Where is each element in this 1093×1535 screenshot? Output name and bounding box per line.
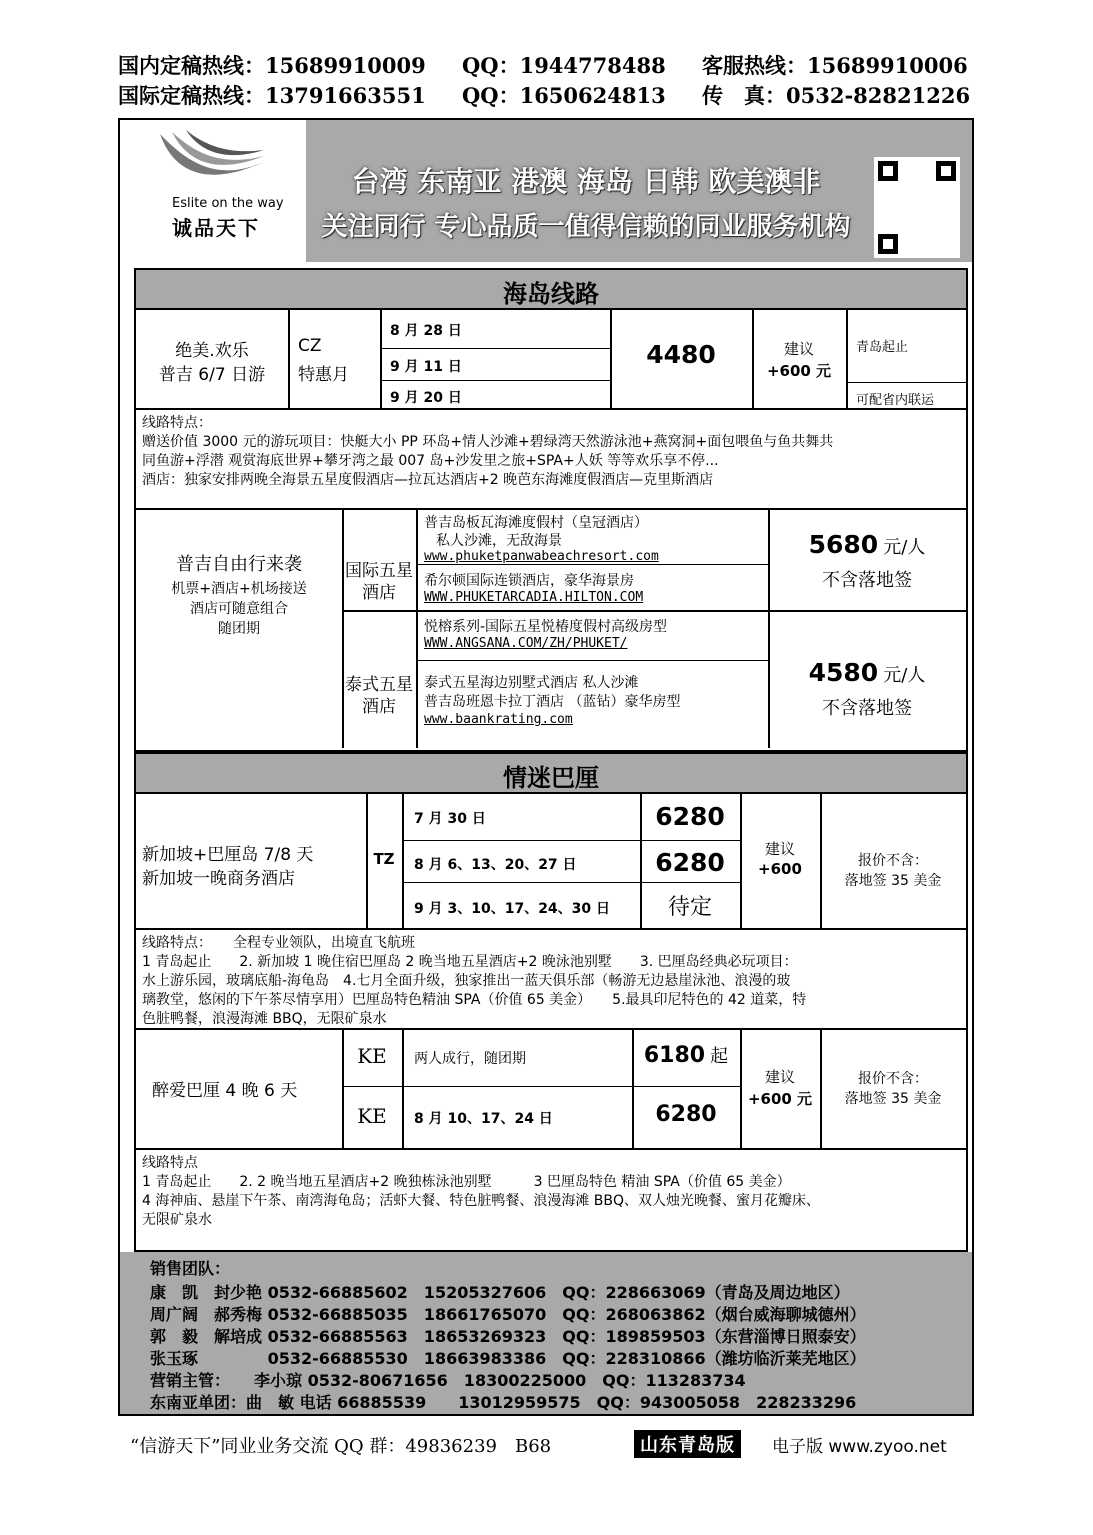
tour4-desc-1: 两人成行，随团期 (414, 1051, 526, 1067)
tour2-price-thai-row (768, 658, 966, 687)
qr-code-icon (874, 157, 960, 258)
tour4-name: 醉爱巴厘 4 晚 6 天 (152, 1081, 298, 1101)
tour2-sub-1: 机票+酒店+机场接送 (171, 581, 307, 597)
tour4-features (142, 1154, 962, 1230)
tour4-note-1: 报价不含： (858, 1071, 928, 1087)
hotline-service: 客服热线：15689910006 (702, 53, 968, 78)
hotline-header (0, 48, 1093, 112)
banner (306, 120, 972, 262)
tour3-suggest-value: +600 (758, 860, 802, 878)
logo-area (120, 120, 306, 262)
tour3-feature-line: 1 青岛起止 2. 新加坡 1 晚住宿巴厘岛 2 晚当地五星酒店+2 晚泳池别墅 3. 巴厘岛经典必玩项目： (142, 954, 798, 970)
tour4-airline-1: KE (357, 1044, 387, 1068)
tour4-feature-line: 1 青岛起止 2. 2 晚当地五星酒店+2 晚独栋泳池别墅 3 巴厘岛特色 精油 SPA（价值 65 美金） (142, 1174, 791, 1190)
tour1-feature-line: 同鱼游+浮潜 观赏海底世界+攀牙湾之最 007 岛+沙发里之旅+SPA+人妖 等等欢乐享不停... (142, 453, 719, 469)
tour4-feature-line: 线路特点 (142, 1155, 198, 1171)
sales-team (120, 1252, 972, 1414)
hotline-intl-qq: QQ：1650624813 (462, 83, 666, 108)
tour2-price-intl: 5680 (808, 530, 879, 559)
tour4-suggest-value: +600 元 (747, 1090, 813, 1108)
tour4-suggest-label: 建议 (764, 1068, 795, 1086)
section-title-bali: 情迷巴厘 (503, 764, 599, 792)
page-frame (118, 118, 974, 1416)
logo-chinese: 诚品天下 (172, 216, 260, 240)
section-header-island (136, 270, 966, 310)
tour2-name: 普吉自由行来袭 (176, 554, 302, 575)
tour3-features (142, 934, 962, 1029)
tour3-price-3: 待定 (667, 895, 712, 920)
tour1-feature-line: 酒店：独家安排两晚全海景五星度假酒店—拉瓦达酒店+2 晚芭东海滩度假酒店—克里斯酒店 (142, 472, 714, 488)
tour2-price-intl-row (768, 530, 966, 559)
tour4-price-suffix: 起 (710, 1046, 729, 1067)
footer (0, 1430, 1093, 1462)
tour2-category-intl: 国际五星酒店 (345, 561, 413, 603)
hotel-angsana: 悦榕系列-国际五星悦椿度假村高级房型 (424, 619, 668, 635)
tour1-airline-note: 特惠月 (298, 365, 349, 385)
section-title-island: 海岛线路 (503, 280, 599, 308)
tour3-date-2: 8 月 6、13、20、27 日 (414, 857, 577, 873)
tour3-suggest-label: 建议 (764, 840, 795, 858)
hotel-panwa-desc: 私人沙滩，无敌海景 (436, 533, 562, 549)
tour1-price: 4480 (646, 340, 716, 369)
tour3-name-line1: 新加坡+巴厘岛 7/8 天 (142, 845, 314, 865)
logo-english: Eslite on the way (172, 196, 284, 211)
tour3-date-3: 9 月 3、10、17、24、30 日 (414, 901, 611, 917)
tour2-sub-2: 酒店可随意组合 (190, 601, 288, 617)
tour1-feature-line: 赠送价值 3000 元的游玩项目：快艇大小 PP 环岛+情人沙滩+碧绿湾天然游泳池+燕窝洞+面包喂鱼与鱼共舞共 (142, 434, 834, 450)
tour-singapore-bali (136, 794, 966, 930)
tour4-feature-line: 4 海神庙、悬崖下午茶、南湾海龟岛；活虾大餐、特色脏鸭餐、浪漫海滩 BBQ、双人烛光晚餐、蜜月花瓣床、 (142, 1193, 821, 1209)
tour1-name-line2: 普吉 6/7 日游 (158, 365, 266, 385)
sales-title: 销售团队： (150, 1259, 231, 1278)
tour2-nonvisa-2: 不含落地签 (822, 698, 912, 719)
tour1-suggest-label: 建议 (783, 340, 814, 358)
tour2-price-unit: 元/人 (883, 537, 926, 558)
tour1-date-3: 9 月 20 日 (390, 390, 462, 406)
tour-bali-46 (136, 1028, 966, 1150)
sales-row: 张玉琢 0532-66885530 18663983386 QQ：228310866（潍坊临沂莱芜地区） (150, 1349, 866, 1368)
tour3-date-1: 7 月 30 日 (414, 811, 486, 827)
hotel-thai-villa: 泰式五星海边别墅式酒店 私人沙滩 (424, 675, 639, 691)
hotel-baan-krating-url[interactable]: www.baankrating.com (424, 712, 573, 727)
hotel-panwa-url[interactable]: www.phuketpanwabeachresort.com (424, 549, 659, 564)
tour3-note-1: 报价不含： (858, 853, 928, 869)
tour4-price-1: 6180 (643, 1043, 706, 1068)
tour4-price-2: 6280 (655, 1102, 717, 1127)
tour1-note-connect: 可配省内联运 (856, 393, 935, 408)
hotline-intl: 国际定稿热线：13791663551 (118, 83, 426, 108)
tour4-feature-line: 无限矿泉水 (142, 1212, 212, 1228)
tour2-price-thai: 4580 (808, 658, 879, 687)
hotel-baan-krating: 普吉岛班恩卡拉丁酒店 （蓝钻）豪华房型 (424, 694, 681, 710)
hotel-angsana-url[interactable]: WWW.ANGSANA.COM/ZH/PHUKET/ (424, 636, 628, 651)
tour2-nonvisa-1: 不含落地签 (822, 570, 912, 591)
tour1-airline: CZ (298, 336, 322, 356)
wing-logo-icon (152, 128, 272, 198)
section-header-bali (136, 754, 966, 794)
tour1-suggest-value: +600 元 (766, 362, 832, 380)
tour1-date-1: 8 月 28 日 (390, 323, 462, 339)
tour1-features (142, 414, 962, 490)
tour3-airline: TZ (373, 850, 395, 868)
tour-phuket-free (136, 508, 966, 750)
sales-row: 营销主管： 李小琼 0532-80671656 18300225000 QQ：113283734 (150, 1371, 746, 1390)
tour4-note-2: 落地签 35 美金 (844, 1091, 942, 1107)
tour1-note-origin: 青岛起止 (856, 340, 909, 355)
footer-website[interactable]: 电子版 www.zyoo.net (772, 1437, 947, 1457)
hotel-panwa: 普吉岛板瓦海滩度假村（皇冠酒店） (424, 515, 648, 531)
tour2-sub-3: 随团期 (218, 621, 260, 637)
tour3-feature-line: 线路特点： 全程专业领队，出境直飞航班 (142, 935, 415, 951)
sales-row: 康 凯 封少艳 0532-66885602 15205327606 QQ：228663069（青岛及周边地区） (150, 1283, 850, 1302)
tour1-date-2: 9 月 11 日 (390, 359, 462, 375)
tour2-price-unit: 元/人 (883, 665, 926, 686)
tour3-feature-line: 水上游乐园，玻璃底船-海龟岛 4.七月全面升级，独家推出一蓝天俱乐部（畅游无边悬崖泳池、浪漫的玻 (142, 973, 791, 989)
tour3-name-line2: 新加坡一晚商务酒店 (142, 869, 295, 889)
sales-row: 周广阔 郝秀梅 0532-66885035 18661765070 QQ：268063862（烟台威海聊城德州） (150, 1305, 866, 1324)
tour4-desc-2: 8 月 10、17、24 日 (414, 1111, 553, 1127)
hotel-hilton-url[interactable]: WWW.PHUKETARCADIA.HILTON.COM (424, 590, 644, 605)
banner-destinations: 台湾 东南亚 港澳 海岛 日韩 欧美澳非 (351, 165, 821, 198)
hotline-fax: 传 真：0532-82821226 (702, 83, 971, 108)
section-bali (134, 752, 968, 1252)
tour4-price-row-1 (632, 1042, 740, 1068)
footer-qq-group: “信游天下”同业业务交流 QQ 群：49836239 B68 (130, 1436, 552, 1457)
tour2-category-thai: 泰式五星酒店 (345, 675, 413, 717)
tour3-price-1: 6280 (655, 802, 725, 831)
hotline-domestic-qq: QQ：1944778488 (462, 53, 666, 78)
banner-slogan: 关注同行 专心品质一值得信赖的同业服务机构 (321, 212, 851, 242)
tour3-price-2: 6280 (655, 848, 725, 877)
hotline-domestic: 国内定稿热线：15689910009 (118, 53, 426, 78)
section-island-routes (134, 268, 968, 752)
tour3-feature-line: 璃教堂，悠闲的下午茶尽情享用）巴厘岛特色精油 SPA（价值 65 美金） 5.最具印尼特色的 42 道菜，特 (142, 992, 807, 1008)
tour-phuket-67 (136, 310, 966, 410)
tour3-feature-line: 色脏鸭餐，浪漫海滩 BBQ，无限矿泉水 (142, 1011, 387, 1027)
sales-row: 郭 毅 解培成 0532-66885563 18653269323 QQ：189859503（东营淄博日照泰安） (150, 1327, 866, 1346)
sales-row: 东南亚单团：曲 敏 电话 66885539 13012959575 QQ：943005058 228233296 (150, 1393, 857, 1412)
footer-edition: 山东青岛版 (634, 1430, 741, 1458)
tour3-note-2: 落地签 35 美金 (844, 873, 942, 889)
tour1-name-line1: 绝美.欢乐 (175, 341, 249, 361)
tour4-airline-2: KE (357, 1104, 387, 1128)
tour1-feature-line: 线路特点： (142, 415, 212, 431)
hotel-hilton: 希尔顿国际连锁酒店，豪华海景房 (424, 573, 634, 589)
